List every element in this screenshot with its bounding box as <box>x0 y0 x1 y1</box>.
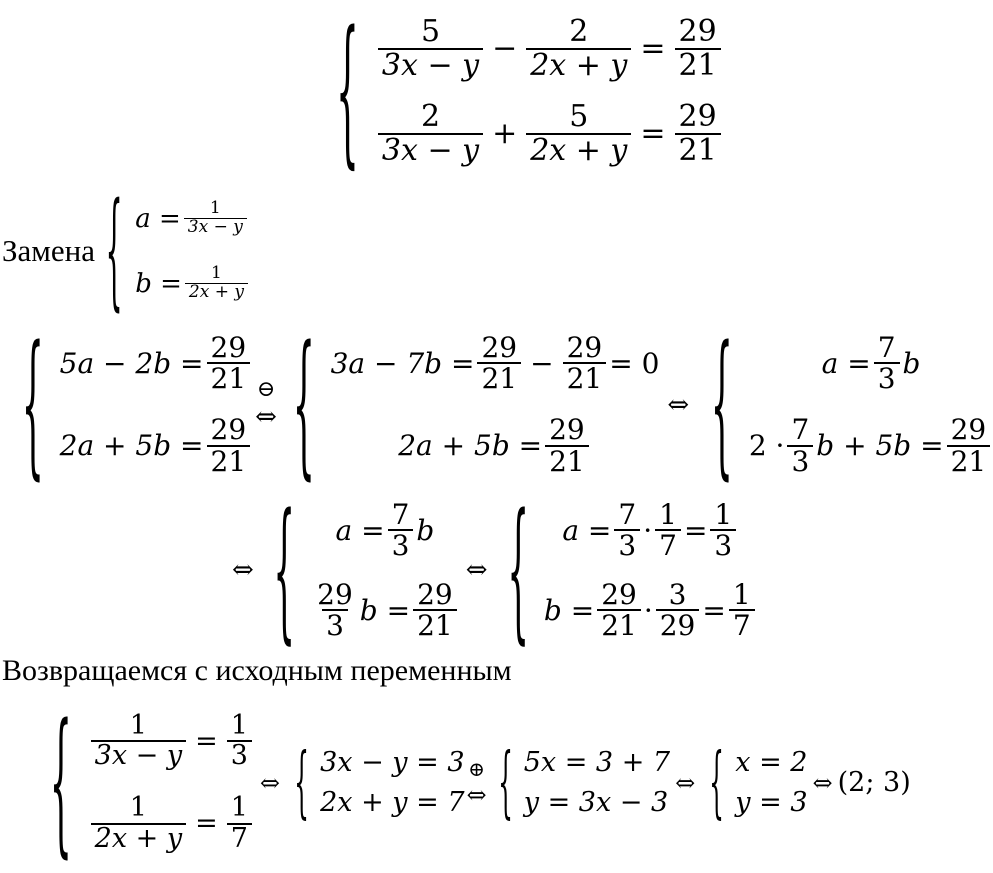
substitution-row: b = $\frac{1}{2x + y}$ <box>135 265 251 302</box>
substitution <box>2 177 251 325</box>
left-brace: { <box>710 314 734 495</box>
equivalence-arrow: ⇔ <box>255 402 277 432</box>
left-brace: { <box>49 692 72 873</box>
left-brace: { <box>335 0 359 183</box>
left-brace: { <box>273 480 295 658</box>
equivalence-arrow: ⇔ <box>465 555 488 585</box>
equivalence-arrow: ⇔ <box>812 768 833 797</box>
equivalence-arrow: ⇔ <box>232 555 254 585</box>
equivalence-arrow: ⇔ <box>667 389 690 420</box>
return-label: Возвращаемся с исходным переменным <box>2 654 512 687</box>
left-brace: { <box>506 480 529 658</box>
left-brace: { <box>21 314 44 495</box>
system-original <box>322 0 724 183</box>
equivalence-arrow: ⇔ <box>466 780 487 809</box>
equivalence-arrow: ⇔ <box>675 768 696 797</box>
system-ab: { 5a − 2b = $\frac{29}{21}$ 2a + 5b = $\frac{29}{21}$ ⊖ ⇔ { 3a − 7b = $\frac{29}{21}$ − $\frac{29}{21}$ = 0 2a + 5b = $\frac{29}{21}$ ⇔ { a = $\frac{7}{3}$ b 2 · $\frac{7}{3}$ b + 5b = $\frac{29}{21}$ <box>8 322 993 487</box>
left-brace: { <box>497 737 513 828</box>
left-brace: { <box>294 737 310 828</box>
left-brace: { <box>292 314 315 495</box>
system-back-substitution: { $\frac{1}{3x - y}$ = $\frac{1}{3}$ $\frac{1}{2x + y}$ = $\frac{1}{7}$ ⇔ { 3x − y = 3 2x + y = 7 ⊕ ⇔ { 5x = 3 + 7 y = 3x − 3 ⇔ { x = 2 y = 3 ⇔ (2; 3) <box>49 692 911 873</box>
substitution-label: Замена <box>2 233 96 268</box>
oplus-sign: ⊕ <box>468 756 485 781</box>
left-brace: { <box>709 737 725 828</box>
system-solve-b: ⇔ { a = $\frac{7}{3}$ b $\frac{29}{3}$ b = $\frac{29}{21}$ ⇔ { a = $\frac{7}{3}$ · $\frac{1}{7}$ = $\frac{1}{3}$ b = $\frac{29}{21}$ · $\frac{3}{29}$ = $\frac{1}{7}$ <box>232 490 758 650</box>
equation-row: $\frac{5}{3x - y}$ − $\frac{2}{2x + y}$ = $\frac{29}{21}$ <box>375 16 724 81</box>
answer: (2; 3) <box>837 767 911 798</box>
left-brace: { <box>105 177 123 325</box>
substitution-row: a = $\frac{1}{3x - y}$ <box>135 200 251 237</box>
ominus-sign: ⊖ <box>256 377 276 402</box>
equivalence-arrow: ⇔ <box>259 768 281 797</box>
equation-row: $\frac{2}{3x - y}$ + $\frac{5}{2x + y}$ = $\frac{29}{21}$ <box>375 101 724 166</box>
